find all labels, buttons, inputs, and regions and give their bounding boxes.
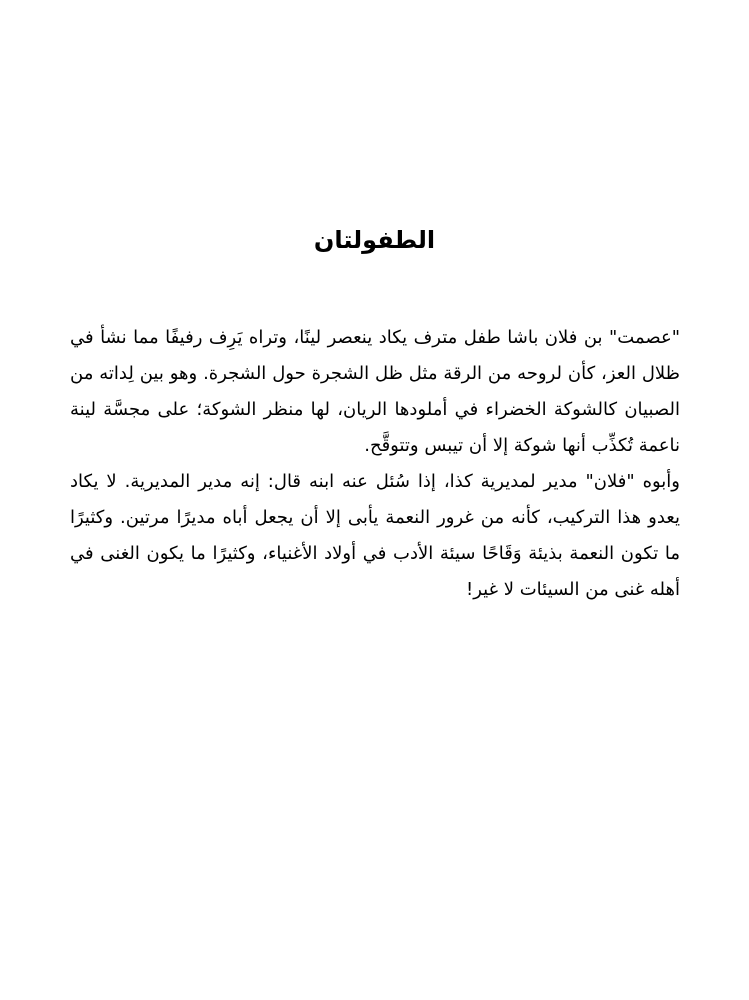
paragraph-1: "عصمت" بن فلان باشا طفل مترف يكاد ينعصر لينًا، وتراه يَرِف رفيفًا مما نشأ في ظلال العز، كأن لروحه من الرقة مثل ظل الشجرة حول الشجرة. وهو بين لِداته من الصبيان كالشوكة الخضراء في أملودها الريان، لها منظر الشوكة؛ على مجسَّة لينة ناعمة تُكذِّب أنها شوكة إلا أن تيبس وتتوقَّح.	[70, 327, 680, 456]
paragraph-2: وأبوه "فلان" مدير لمديرية كذا، إذا سُئل عنه ابنه قال: إنه مدير المديرية. لا يكاد يعدو هذا التركيب، كأنه من غرور النعمة يأبى إلا أن يجعل أباه مديرًا مرتين. وكثيرًا ما تكون النعمة بذيئة وَقَاحًا سيئة الأدب في أولاد الأغنياء، وكثيرًا ما يكون الغنى في أهله غنى من السيئات لا غير!	[70, 471, 680, 600]
document-title: الطفولتان	[313, 226, 436, 254]
document-body	[70, 320, 680, 608]
